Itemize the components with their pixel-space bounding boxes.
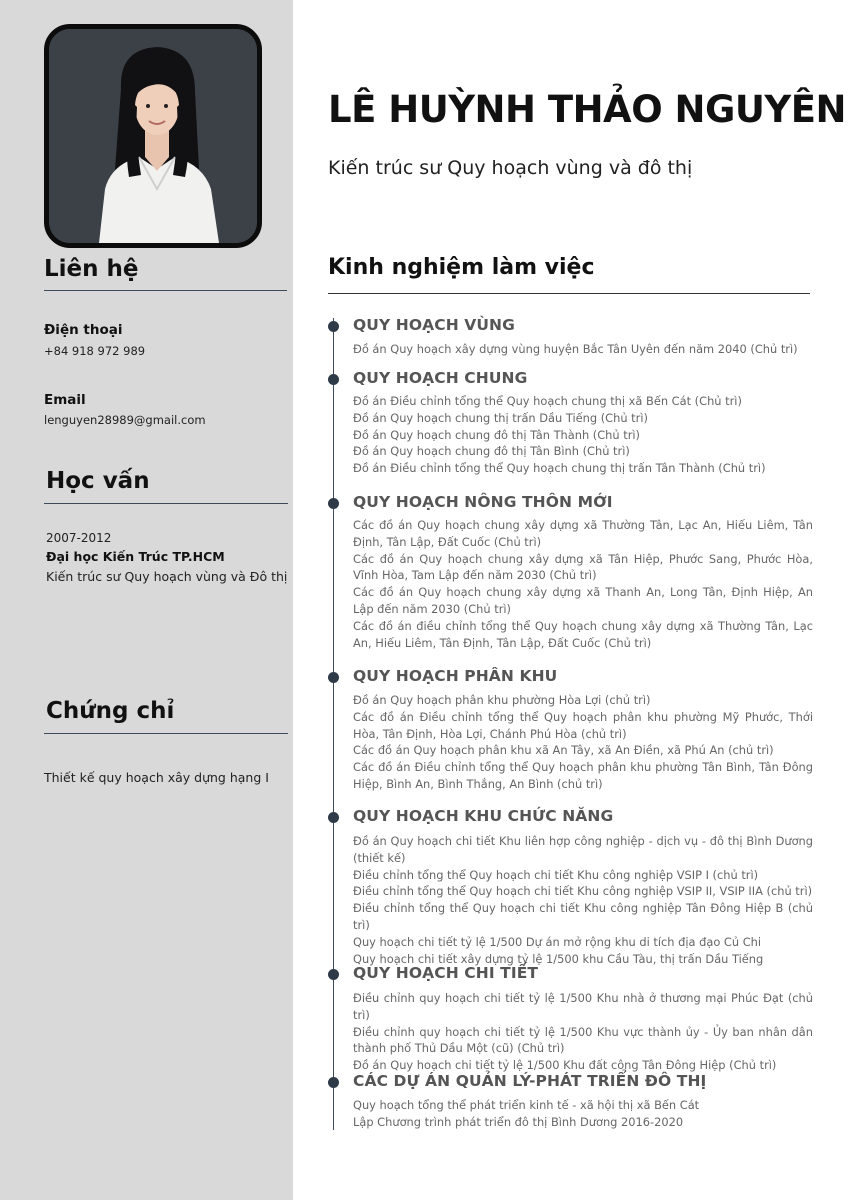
education-major: Kiến trúc sư Quy hoạch vùng và Đô thị bbox=[46, 569, 288, 584]
profile-photo bbox=[44, 24, 262, 248]
section-body bbox=[353, 692, 813, 793]
section-title: QUY HOẠCH CHUNG bbox=[353, 369, 528, 387]
section-title: QUY HOẠCH PHÂN KHU bbox=[353, 667, 558, 685]
list-item: Đồ án Quy hoạch chi tiết tỷ lệ 1/500 Khu đất công Tân Đông Hiệp (Chủ trì) bbox=[353, 1058, 777, 1073]
profile-name: LÊ HUỲNH THẢO NGUYÊN bbox=[328, 88, 846, 131]
section-body bbox=[353, 341, 813, 358]
education-heading: Học vấn bbox=[46, 468, 150, 494]
list-item: Các đồ án Quy hoạch phân khu xã An Tây, xã An Điền, xã Phú An (chủ trì) bbox=[353, 743, 774, 758]
timeline-dot bbox=[328, 374, 339, 385]
list-item: Các đồ án Quy hoạch chung xây dựng xã Tân Hiệp, Phước Sang, Phước Hòa, Vĩnh Hòa, Tam Lập đến năm 2030 (Chủ trì) bbox=[353, 551, 813, 583]
timeline-line bbox=[333, 318, 334, 1130]
section-body bbox=[353, 1097, 813, 1131]
list-item: Đồ án Điều chỉnh tổng thể Quy hoạch chung thị xã Bến Cát (Chủ trì) bbox=[353, 394, 742, 408]
timeline-dot bbox=[328, 672, 339, 683]
certificates-divider bbox=[44, 733, 288, 734]
list-item: Điều chỉnh quy hoạch chi tiết tỷ lệ 1/500 Khu nhà ở thương mại Phúc Đạt (chủ trì) bbox=[353, 991, 813, 1022]
list-item: Đồ án Điều chỉnh tổng thể Quy hoạch chung thị trấn Tân Thành (Chủ trì) bbox=[353, 461, 766, 476]
certificates-heading: Chứng chỉ bbox=[46, 698, 175, 724]
list-item: Đồ án Quy hoạch chung thị trấn Dầu Tiếng (Chủ trì) bbox=[353, 410, 648, 425]
list-item: Điều chỉnh tổng thể Quy hoạch chi tiết Khu công nghiệp VSIP II, VSIP IIA (chủ trì) bbox=[353, 884, 813, 899]
profile-title: Kiến trúc sư Quy hoạch vùng và đô thị bbox=[328, 157, 693, 179]
list-item: Đồ án Quy hoạch chung đô thị Tân Bình (Chủ trì) bbox=[353, 444, 630, 459]
list-item: Đồ án Quy hoạch phân khu phường Hòa Lợi (chủ trì) bbox=[353, 693, 651, 707]
phone-value: +84 918 972 989 bbox=[44, 344, 146, 358]
section-title: QUY HOẠCH CHI TIẾT bbox=[353, 964, 539, 982]
list-item: Điều chỉnh tổng thể Quy hoạch chi tiết Khu công nghiệp Tân Đông Hiệp B (chủ trì) bbox=[353, 901, 813, 932]
section-body bbox=[353, 990, 813, 1074]
list-item: Đồ án Quy hoạch xây dựng vùng huyện Bắc Tân Uyên đến năm 2040 (Chủ trì) bbox=[353, 342, 798, 356]
email-label: Email bbox=[44, 392, 86, 408]
list-item: Lập Chương trình phát triển đô thị Bình Dương 2016-2020 bbox=[353, 1114, 684, 1129]
list-item: Điều chỉnh quy hoạch chi tiết tỷ lệ 1/500 Khu vực thành ủy - Ủy ban nhân dân thành phố Thủ Dầu Một (cũ) (Chủ trì) bbox=[353, 1024, 813, 1056]
section-title: QUY HOẠCH NÔNG THÔN MỚI bbox=[353, 493, 613, 511]
list-item: Đồ án Quy hoạch chung đô thị Tân Thành (Chủ trì) bbox=[353, 427, 640, 442]
section-title: QUY HOẠCH VÙNG bbox=[353, 316, 515, 334]
certificate-item: Thiết kế quy hoạch xây dựng hạng I bbox=[44, 770, 269, 785]
list-item: Quy hoạch tổng thể phát triển kinh tế - xã hội thị xã Bến Cát bbox=[353, 1098, 700, 1112]
timeline-dot bbox=[328, 1077, 339, 1088]
contact-heading: Liên hệ bbox=[44, 256, 139, 282]
section-title: QUY HOẠCH KHU CHỨC NĂNG bbox=[353, 807, 614, 825]
list-item: Các đồ án Điều chỉnh tổng thể Quy hoạch phân khu phường Tân Bình, Tân Đông Hiệp, Bình An, Bình Thắng, An Bình (chủ trì) bbox=[353, 760, 813, 791]
phone-label: Điện thoại bbox=[44, 322, 123, 338]
section-body bbox=[353, 517, 813, 651]
list-item: Điều chỉnh tổng thể Quy hoạch chi tiết Khu công nghiệp VSIP I (chủ trì) bbox=[353, 867, 759, 882]
email-value: lenguyen28989@gmail.com bbox=[44, 413, 206, 427]
list-item: Quy hoạch chi tiết xây dựng tỷ lệ 1/500 khu Cầu Tàu, thị trấn Dầu Tiếng bbox=[353, 951, 764, 966]
list-item: Các đồ án Quy hoạch chung xây dựng xã Thường Tân, Lạc An, Hiếu Liêm, Tân Định, Tân Lập, Đất Cuốc (Chủ trì) bbox=[353, 518, 813, 549]
section-title: CÁC DỰ ÁN QUẢN LÝ-PHÁT TRIỂN ĐÔ THỊ bbox=[353, 1072, 707, 1090]
contact-divider bbox=[44, 290, 287, 291]
list-item: Các đồ án Điều chỉnh tổng thể Quy hoạch phân khu phường Mỹ Phước, Thới Hòa, Tân Định, Hòa Lợi, Chánh Phú Hòa (chủ trì) bbox=[353, 709, 813, 741]
timeline-dot bbox=[328, 969, 339, 980]
sidebar bbox=[0, 0, 293, 1200]
list-item: Quy hoạch chi tiết tỷ lệ 1/500 Dự án mở rộng khu di tích địa đạo Củ Chi bbox=[353, 934, 762, 949]
education-years: 2007-2012 bbox=[46, 531, 112, 545]
experience-heading: Kinh nghiệm làm việc bbox=[328, 255, 595, 280]
experience-divider bbox=[328, 293, 810, 294]
section-body bbox=[353, 833, 813, 967]
education-school: Đại học Kiến Trúc TP.HCM bbox=[46, 549, 225, 564]
timeline-dot bbox=[328, 812, 339, 823]
section-body bbox=[353, 393, 813, 477]
list-item: Các đồ án điều chỉnh tổng thể Quy hoạch chung xây dựng xã Thường Tân, Lạc An, Hiếu Liêm, Tân Định, Tân Lập, Đất Cuốc (Chủ trì) bbox=[353, 618, 813, 650]
list-item: Các đồ án Quy hoạch chung xây dựng xã Thanh An, Long Tân, Định Hiệp, An Lập đến năm 2030 (Chủ trì) bbox=[353, 585, 813, 616]
timeline-dot bbox=[328, 498, 339, 509]
timeline-dot bbox=[328, 321, 339, 332]
education-divider bbox=[44, 503, 288, 504]
list-item: Đồ án Quy hoạch chi tiết Khu liên hợp công nghiệp - dịch vụ - đô thị Bình Dương (thiết kế) bbox=[353, 834, 813, 865]
